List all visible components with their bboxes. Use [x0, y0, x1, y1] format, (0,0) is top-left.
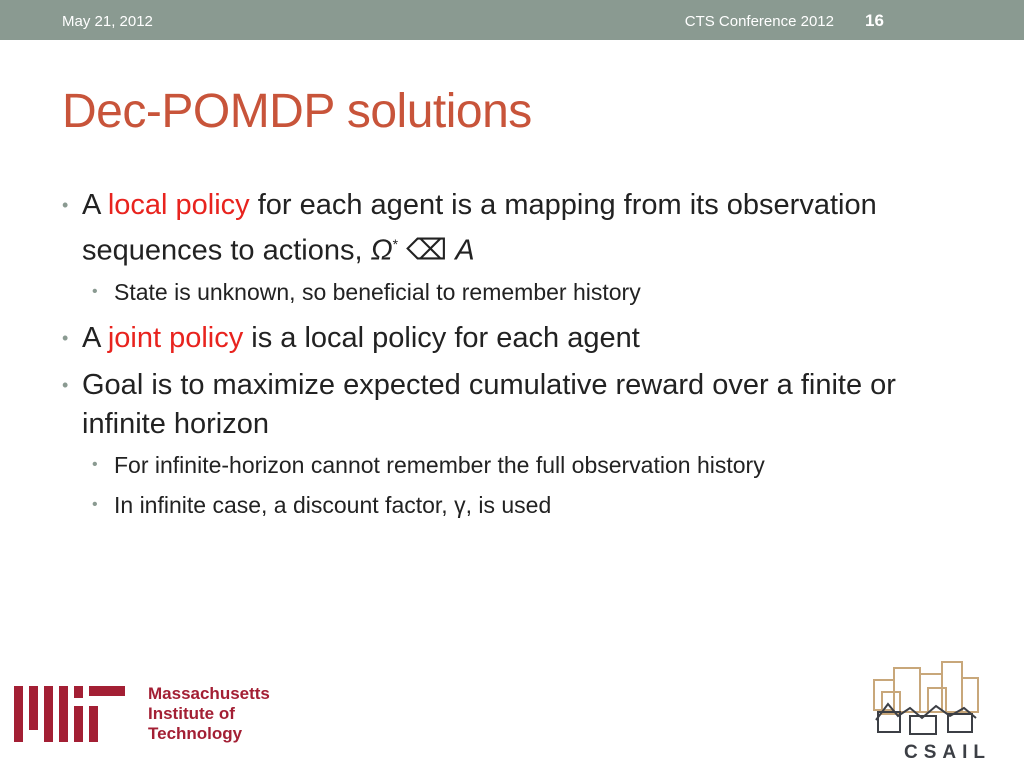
bullet-dot: •	[62, 374, 69, 395]
highlight-local-policy: local policy	[107, 189, 250, 221]
bullet-local-policy	[62, 186, 962, 271]
bullet-dot: •	[92, 282, 98, 300]
bullet-text: A	[82, 189, 108, 221]
subbullet-discount-factor	[62, 490, 962, 520]
bullet-joint-policy	[62, 319, 962, 358]
star-superscript: *	[392, 236, 399, 252]
actions-symbol: A	[455, 234, 475, 267]
csail-wordmark: CSAIL	[904, 742, 991, 763]
mapping-arrow-symbol: ⌫	[406, 234, 448, 267]
slide-content	[62, 186, 962, 532]
bullet-goal	[62, 366, 962, 444]
subbullet-text: State is unknown, so beneficial to remember history	[114, 278, 641, 305]
mit-wordmark	[148, 684, 270, 744]
bullet-dot: •	[92, 495, 98, 513]
mit-line: Institute of	[148, 704, 235, 723]
mit-line: Technology	[148, 724, 243, 743]
slide-title: Dec-POMDP solutions	[62, 85, 532, 138]
subbullet-text: For infinite-horizon cannot remember the full observation history	[114, 451, 765, 478]
bullet-text: Goal is to maximize expected cumulative reward over a finite or infinite horizon	[82, 368, 896, 440]
page-number: 16	[865, 11, 884, 30]
highlight-joint-policy: joint policy	[107, 321, 244, 354]
subbullet-state-unknown	[62, 277, 962, 307]
header-conference: CTS Conference 2012	[684, 13, 834, 30]
header-bar	[0, 0, 1024, 40]
mit-line: Massachusetts	[148, 684, 270, 703]
bullet-text: is a local policy for each agent	[243, 321, 640, 354]
subbullet-text: In infinite case, a discount factor, γ, is used	[114, 491, 552, 518]
omega-symbol: Ω	[370, 234, 393, 267]
bullet-text: A	[82, 321, 108, 354]
bullet-dot: •	[62, 327, 69, 348]
bullet-text: for each agent is a mapping from its observation sequences to actions,	[82, 189, 877, 267]
bullet-dot: •	[92, 455, 98, 473]
subbullet-infinite-horizon	[62, 450, 962, 480]
header-date: May 21, 2012	[62, 13, 153, 30]
bullet-dot: •	[62, 195, 69, 215]
